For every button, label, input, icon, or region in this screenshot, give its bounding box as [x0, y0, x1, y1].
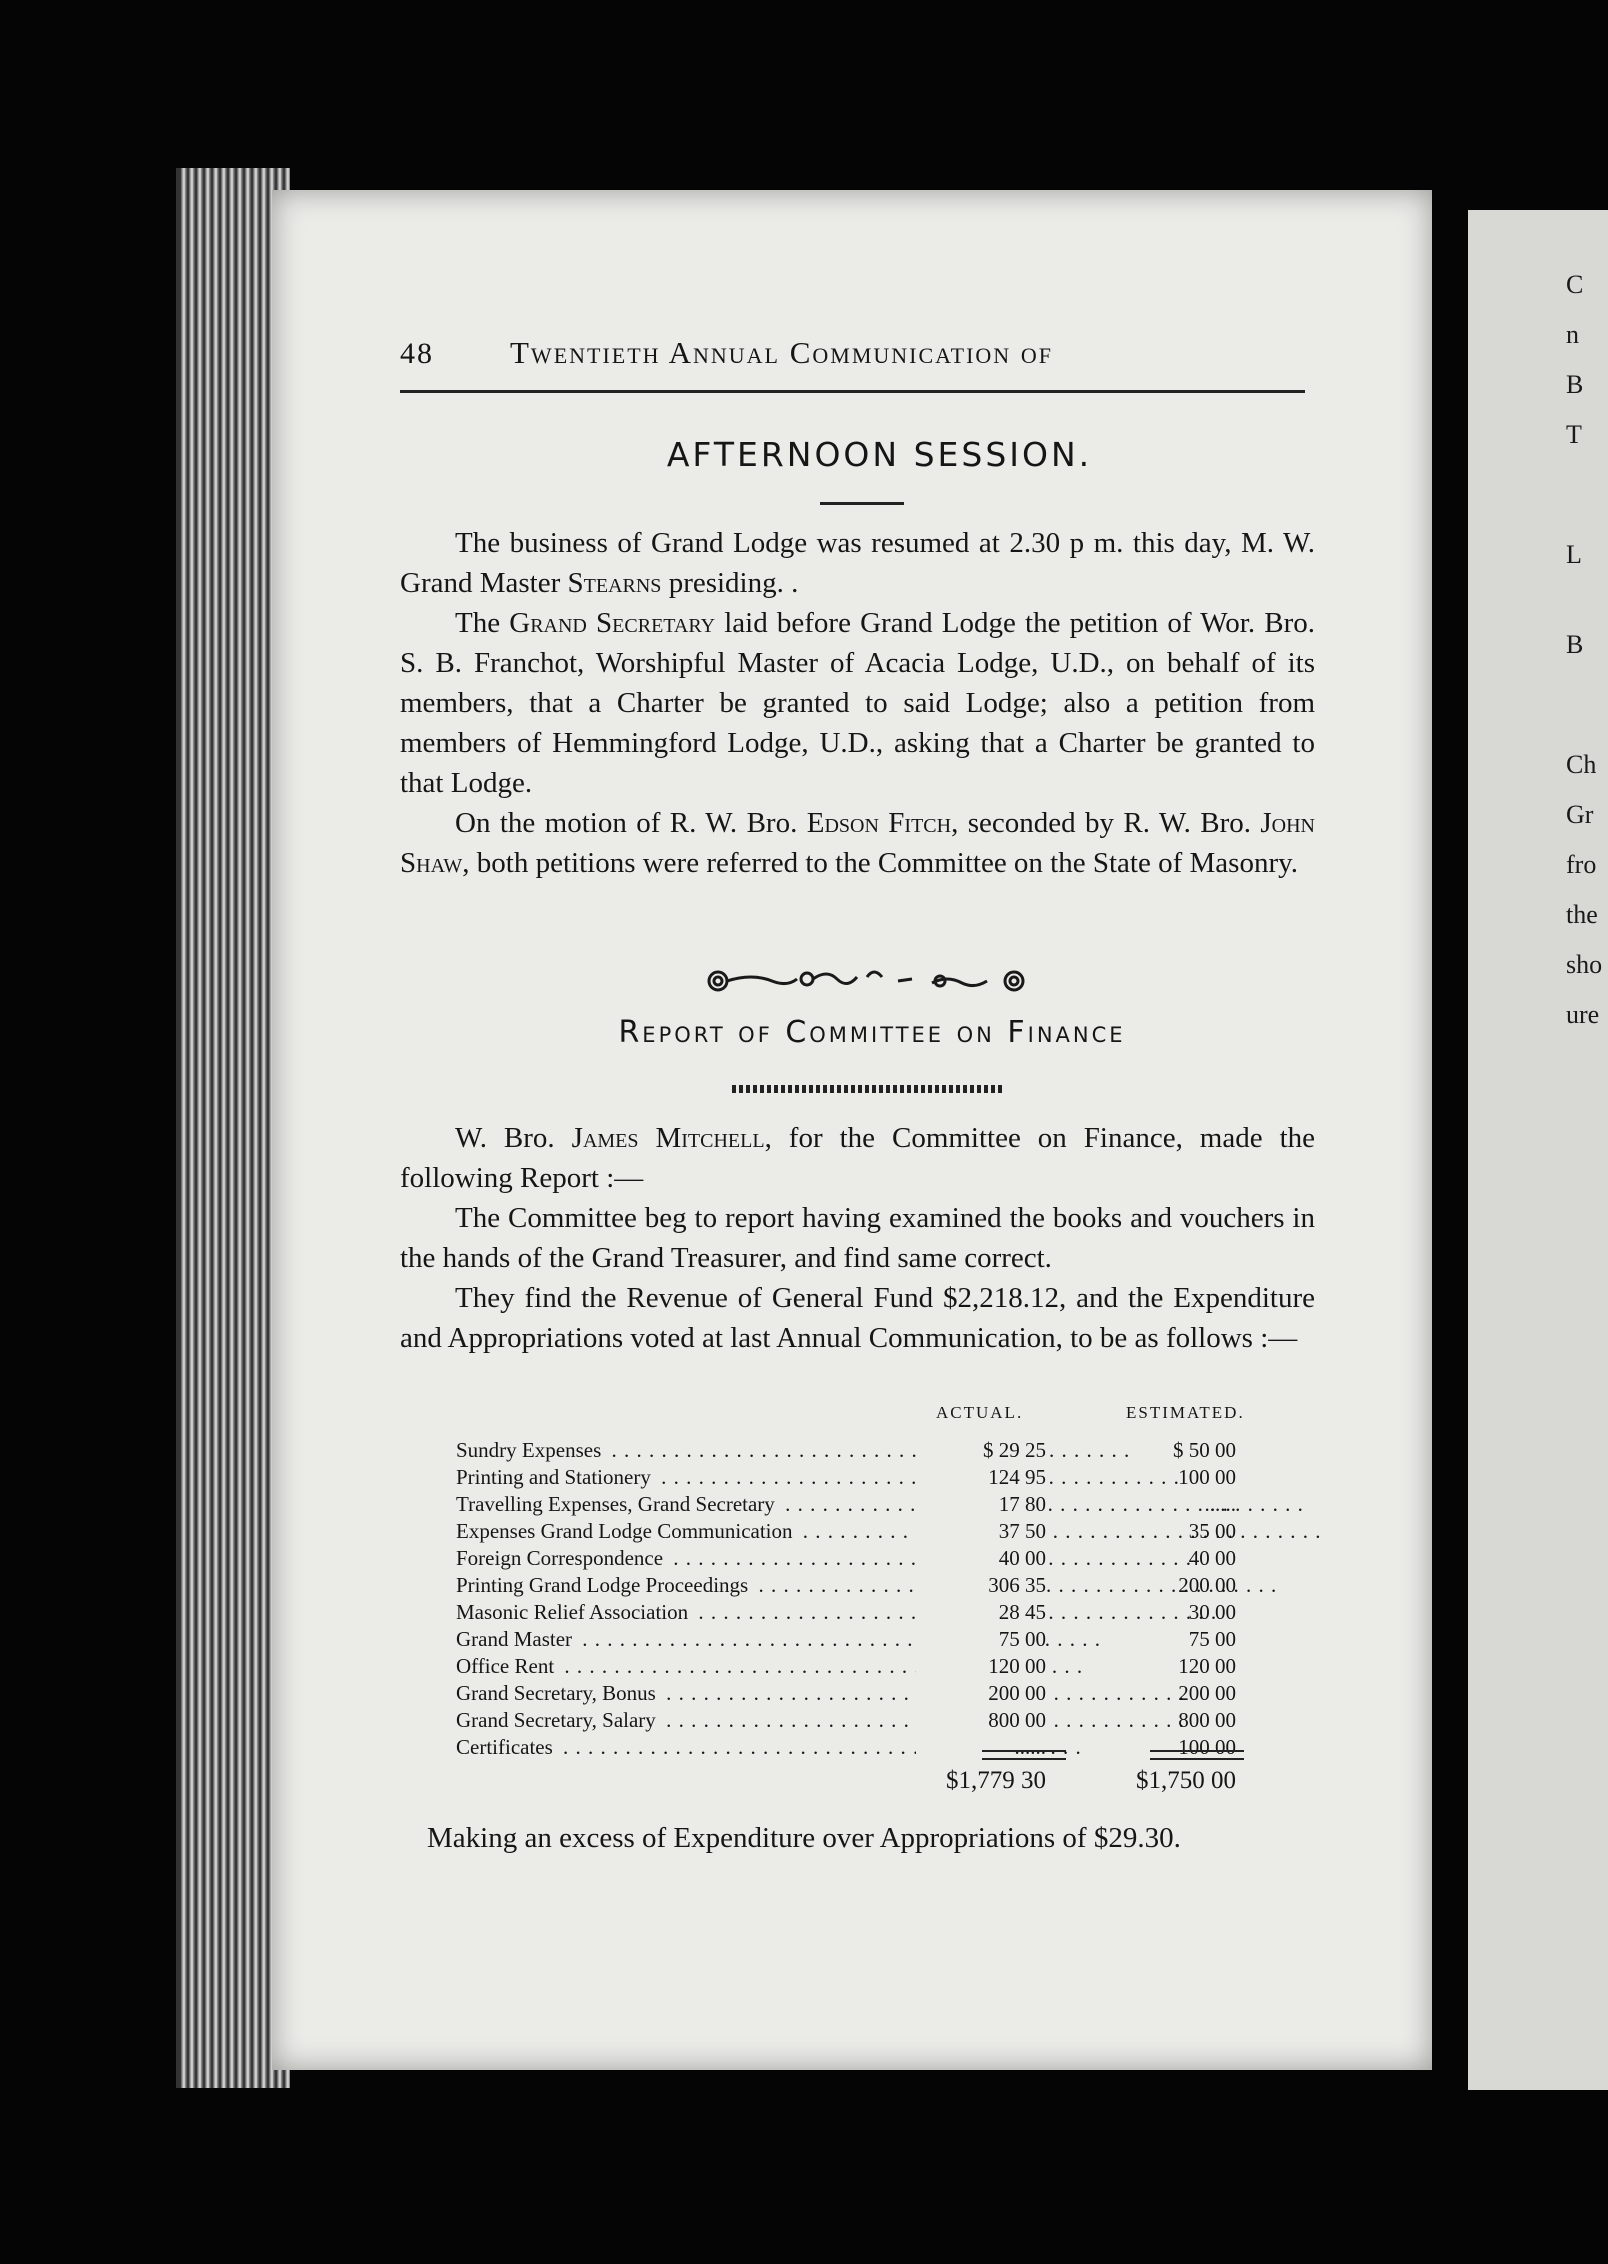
table-row: [456, 1491, 1276, 1518]
section-rule: [820, 502, 904, 505]
row-label: Travelling Expenses, Grand Secretary . . .: [456, 1491, 946, 1518]
row-actual: 120 00: [916, 1653, 1046, 1680]
table-row: [456, 1518, 1276, 1545]
row-label: Grand Secretary, Bonus . . .: [456, 1680, 946, 1707]
row-estimated: 120 00: [1178, 1654, 1236, 1678]
paragraph: The Grand Secretary laid before Grand Lodge the petition of Wor. Bro. S. B. Franchot, Worshipful Master of Acacia Lodge, U.D., on behalf of its members, that a Charter be granted to said Lodge; also a petition from members of Hemmingford Lodge, U.D., asking that a Charter be granted to that Lodge.: [400, 607, 1316, 799]
table-row: [456, 1626, 1276, 1653]
table-row: [456, 1572, 1276, 1599]
row-actual: $ 29 25: [916, 1437, 1046, 1464]
total-rule-estimated: [1150, 1750, 1244, 1760]
total-rule-actual: [982, 1750, 1066, 1760]
row-actual: 306 35: [916, 1572, 1046, 1599]
facing-page-letter: Ch: [1566, 750, 1597, 779]
row-label: Grand Secretary, Salary . . .: [456, 1707, 946, 1734]
row-estimated: 100 00: [1178, 1735, 1236, 1759]
ornament-divider: [702, 963, 1032, 999]
row-label: Foreign Correspondence . . .: [456, 1545, 946, 1572]
row-label: Grand Master . . .: [456, 1626, 946, 1653]
afternoon-session-text: [400, 523, 1315, 883]
paragraph: W. Bro. James Mitchell, for the Committee on Finance, made the following Report :—: [400, 1122, 1315, 1194]
row-actual: 37 50: [916, 1518, 1046, 1545]
facing-page-letter: Gr: [1566, 800, 1594, 829]
column-header-estimated: ESTIMATED.: [1126, 1403, 1245, 1422]
row-label: Certificates . . .: [456, 1734, 946, 1761]
facing-page-fragment: [1468, 210, 1608, 2090]
row-actual: ......: [916, 1734, 1046, 1761]
row-estimated: 200 00: [1178, 1681, 1236, 1705]
finance-rows: [456, 1437, 1276, 1761]
row-estimated: 40 00: [1188, 1546, 1236, 1570]
row-actual: 75 00: [916, 1626, 1046, 1653]
dotted-rule: [732, 1085, 1002, 1093]
table-row: [456, 1599, 1276, 1626]
row-label: Office Rent . . .: [456, 1653, 946, 1680]
running-head: [400, 335, 1580, 371]
total-estimated: $1,750 00: [1136, 1767, 1236, 1794]
row-label: Expenses Grand Lodge Communication . . .: [456, 1518, 946, 1545]
closing-statement: Making an excess of Expenditure over Appropriations of $29.30.: [427, 1822, 1181, 1854]
book-page: [272, 190, 1432, 2070]
row-label: Sundry Expenses . . .: [456, 1437, 946, 1464]
page-number: 48: [400, 337, 434, 370]
row-actual: 200 00: [916, 1680, 1046, 1707]
row-estimated: 35 00: [1188, 1519, 1236, 1543]
facing-page-letter: fro: [1566, 850, 1597, 879]
column-header-actual: ACTUAL.: [936, 1403, 1024, 1422]
row-estimated: 30 00: [1188, 1600, 1236, 1624]
finance-report-text: [400, 1118, 1315, 1358]
table-row: [456, 1707, 1276, 1734]
row-label: Printing and Stationery . . .: [456, 1464, 946, 1491]
row-estimated: 800 00: [1178, 1708, 1236, 1732]
running-title: Twentieth Annual Communication of: [510, 335, 1054, 370]
table-row: [456, 1653, 1276, 1680]
afternoon-session-heading: AFTERNOON SESSION.: [666, 435, 1093, 474]
row-estimated: 100 00: [1178, 1465, 1236, 1489]
header-rule: [400, 390, 1305, 393]
facing-page-letter: the: [1566, 900, 1598, 929]
row-estimated: $ 50 00: [1173, 1438, 1236, 1462]
facing-page-letter: B: [1566, 370, 1584, 399]
facing-page-letter: n: [1566, 320, 1579, 349]
row-actual: 124 95: [916, 1464, 1046, 1491]
finance-report-heading: Report of Committee on Finance: [618, 1015, 1126, 1050]
facing-page-letter: L: [1566, 540, 1582, 569]
facing-page-letter: ure: [1566, 1000, 1600, 1029]
row-actual: 40 00: [916, 1545, 1046, 1572]
row-actual: 17 80: [916, 1491, 1046, 1518]
table-row: [456, 1437, 1276, 1464]
table-row: [456, 1464, 1276, 1491]
row-actual: 800 00: [916, 1707, 1046, 1734]
row-label: Printing Grand Lodge Proceedings . . .: [456, 1572, 946, 1599]
facing-page-letter: T: [1566, 420, 1582, 449]
paragraph: They find the Revenue of General Fund $2,218.12, and the Expenditure and Appropriations voted at last Annual Communication, to be as follows :—: [400, 1282, 1315, 1354]
row-estimated: ......: [1204, 1492, 1236, 1516]
paragraph: The Committee beg to report having examined the books and vouchers in the hands of the Grand Treasurer, and find same correct.: [400, 1202, 1315, 1274]
row-label: Masonic Relief Association . . .: [456, 1599, 946, 1626]
table-row: [456, 1545, 1276, 1572]
table-row: [456, 1680, 1276, 1707]
facing-page-letter: C: [1566, 270, 1584, 299]
finance-table: [456, 1403, 1276, 1761]
total-actual: $1,779 30: [946, 1767, 1046, 1794]
row-estimated: 200 00: [1178, 1573, 1236, 1597]
facing-page-letter: sho: [1566, 950, 1603, 979]
paragraph: On the motion of R. W. Bro. Edson Fitch, seconded by R. W. Bro. John Shaw, both petitions were referred to the Committee on the State of Masonry.: [400, 807, 1315, 879]
paragraph: The business of Grand Lodge was resumed at 2.30 p m. this day, M. W. Grand Master Stearns presiding. .: [400, 527, 1315, 599]
row-actual: 28 45: [916, 1599, 1046, 1626]
row-estimated: 75 00: [1188, 1627, 1236, 1651]
facing-page-letter: B: [1566, 630, 1584, 659]
